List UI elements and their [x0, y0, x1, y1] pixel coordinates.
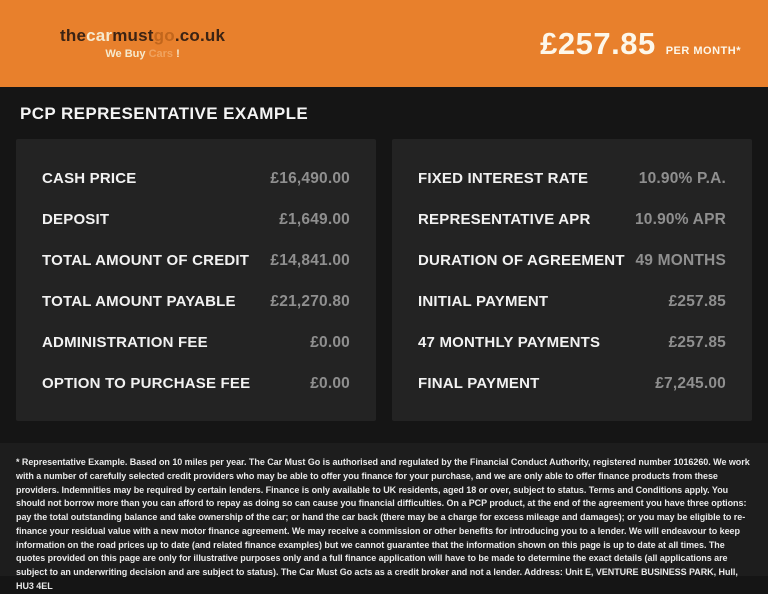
logo-segment: the: [60, 26, 87, 46]
row-label: TOTAL AMOUNT OF CREDIT: [42, 252, 250, 269]
finance-panel-right: [392, 139, 752, 421]
finance-panels: [16, 139, 752, 421]
row-value: £257.85: [668, 333, 726, 351]
disclaimer-text: * Representative Example. Based on 10 miles per year. The Car Must Go is authorised and regulated by the Financial Conduct Authority, registered number 1016260. We work with a number of carefully selected credit providers who may be able to offer you finance for your purchase, and we are only able to offer finance products from these providers. Indemnities may be required by certain lenders. Finance is only available to UK residents, aged 18 or over, subject to status. Terms and Conditions apply. You should not borrow more than you can afford to repay as doing so can cause you financial difficulties. On a PCP product, at the end of the agreement you have three options: pay the total outstanding balance and take ownership of the car; or hand the car back (there may be a charge for excess mileage and damages); or you may be eligible to re-finance your residual value with a new motor finance agreement. We may receive a commission or other benefits for introducing you to a lender. We will endeavour to keep information on the road prices up to date (and related finance examples) but we cannot guarantee that the information shown on this page is up to date at all times. The quotes provided on this page are only for illustrative purposes only and a full finance application will have to be made to determine the exact details (all applications are subject to an underwriting decision and are subject to status). The Car Must Go acts as a credit broker and not a lender. Address: Unit E, VENTURE BUSINESS PARK, Hull, HU3 4EL: [16, 457, 750, 591]
row-label: FIXED INTEREST RATE: [418, 170, 589, 187]
monthly-price-amount: £257.85: [540, 25, 656, 61]
monthly-price-block: [540, 26, 741, 62]
tagline-segment: !: [176, 47, 180, 60]
tagline-segment: We Buy: [105, 47, 149, 60]
row-label: DEPOSIT: [42, 211, 110, 228]
finance-row-admin-fee: [42, 322, 350, 363]
row-value: £1,649.00: [279, 210, 350, 228]
row-label: 47 MONTHLY PAYMENTS: [418, 334, 601, 351]
row-label: FINAL PAYMENT: [418, 375, 540, 392]
row-label: CASH PRICE: [42, 170, 137, 187]
row-value: 49 MONTHS: [635, 251, 726, 269]
row-label: OPTION TO PURCHASE FEE: [42, 375, 251, 392]
finance-panel-left: [16, 139, 376, 421]
row-value: £7,245.00: [655, 374, 726, 392]
row-value: £0.00: [310, 374, 350, 392]
finance-row-total-payable: [42, 281, 350, 322]
finance-row-initial-payment: [418, 281, 726, 322]
site-logo-tagline: [60, 48, 225, 60]
row-value: 10.90% APR: [634, 210, 726, 228]
row-value: £257.85: [668, 292, 726, 310]
finance-row-total-credit: [42, 240, 350, 281]
finance-row-duration: [418, 240, 726, 281]
finance-row-deposit: [42, 199, 350, 240]
finance-row-purchase-fee: [42, 363, 350, 404]
row-label: DURATION OF AGREEMENT: [418, 252, 625, 269]
row-value: £21,270.80: [270, 292, 350, 310]
row-value: 10.90% P.A.: [638, 169, 726, 187]
finance-row-final-payment: [418, 363, 726, 404]
monthly-price-suffix: PER MONTH*: [665, 44, 741, 57]
logo-segment: car: [86, 26, 113, 46]
row-label: REPRESENTATIVE APR: [418, 211, 591, 228]
page-title: PCP REPRESENTATIVE EXAMPLE: [20, 104, 309, 123]
finance-row-monthly-payments: [418, 322, 726, 363]
logo-segment: must: [112, 26, 154, 46]
finance-row-interest-rate: [418, 158, 726, 199]
row-value: £16,490.00: [270, 169, 350, 187]
footer: [0, 443, 768, 591]
row-label: INITIAL PAYMENT: [418, 293, 549, 310]
page-header: [0, 0, 768, 87]
site-logo[interactable]: [60, 27, 225, 60]
logo-segment: .co.uk: [174, 26, 226, 46]
row-value: £0.00: [310, 333, 350, 351]
row-label: ADMINISTRATION FEE: [42, 334, 208, 351]
logo-segment: go: [153, 26, 175, 46]
row-label: TOTAL AMOUNT PAYABLE: [42, 293, 236, 310]
site-logo-wordmark: [60, 27, 225, 46]
row-value: £14,841.00: [270, 251, 350, 269]
content-spacer: [0, 421, 768, 443]
finance-row-apr: [418, 199, 726, 240]
finance-row-cash-price: [42, 158, 350, 199]
tagline-segment: Cars: [148, 47, 177, 60]
